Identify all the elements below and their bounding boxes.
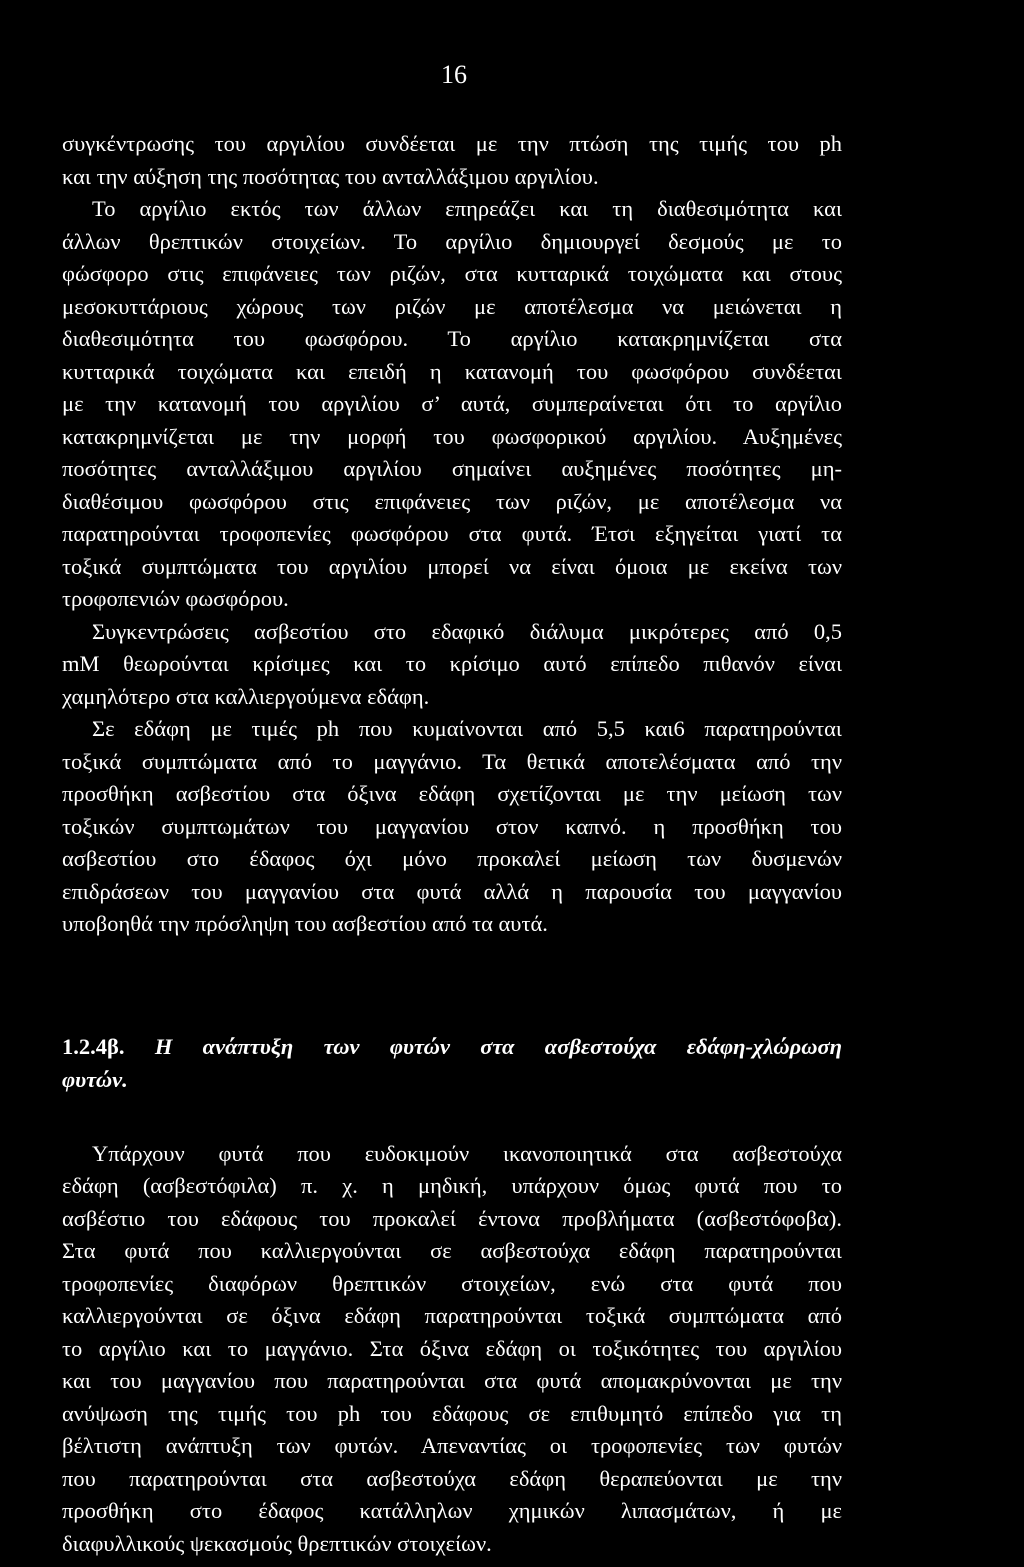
text-line: διαφυλλικούς ψεκασμούς θρεπτικών στοιχείων. [62,1530,492,1556]
section-number: 1.2.4β. [62,1033,125,1059]
section-spacer [62,941,842,1030]
text-line: ποσότητες ανταλλάξιμου αργιλίου σημαίνει αυξημένες ποσότητες μη- [62,456,842,481]
text-line: Υπάρχουν φυτά που ευδοκιμούν ικανοποιητικά στα ασβεστούχα [92,1140,842,1166]
text-line: άλλων θρεπτικών στοιχείων. Το αργίλιο δημιουργεί δεσμούς με το [62,228,842,254]
text-line: το αργίλιο και το μαγγάνιο. Στα όξινα εδάφη οι τοξικότητες του αργιλίου [62,1335,842,1361]
text-line: ασβεστίου στο έδαφος όχι μόνο προκαλεί μείωση των δυσμενών [62,846,842,871]
page-number: 16 [441,60,467,89]
text-line: εδάφη (ασβεστόφιλα) π. χ. η μηδική, υπάρχουν όμως φυτά που το [62,1173,842,1198]
text-line: τοξικά συμπτώματα από το μαγγάνιο. Τα θετικά αποτελέσματα από την [62,748,842,774]
text-line: με την κατανομή του αργιλίου σ’ αυτά, συμπεραίνεται ότι το αργίλιο [62,391,842,416]
page-body [62,128,842,1560]
text-line: mM θεωρούνται κρίσιμες και το κρίσιμο αυτό επίπεδο πιθανόν είναι [62,651,842,676]
paragraph-block-1 [62,128,842,941]
section-title: Η ανάπτυξη των φυτών στα ασβεστούχα εδάφη-χλώρωση [154,1033,842,1059]
paragraph-block-2 [62,1138,842,1561]
text-line: κατακρημνίζεται με την μορφή του φωσφορικού αργιλίου. Αυξημένες [62,423,842,449]
text-line: Στα φυτά που καλλιεργούνται σε ασβεστούχα εδάφη παρατηρούνται [62,1238,842,1263]
text-line: και του μαγγανίου που παρατηρούνται στα φυτά απομακρύνονται με την [62,1368,842,1393]
text-line: κυτταρικά τοιχώματα και επειδή η κατανομή του φωσφόρου συνδέεται [62,358,842,384]
text-line: προσθήκη ασβεστίου στα όξινα εδάφη σχετίζονται με την μείωση των [62,781,842,806]
text-line: ασβέστιο του εδάφους του προκαλεί έντονα προβλήματα (ασβεστόφοβα). [62,1205,842,1231]
text-line: τοξικά συμπτώματα του αργιλίου μπορεί να είναι όμοια με εκείνα των [62,553,842,579]
section-heading [62,1030,842,1096]
text-line: διαθέσιμου φωσφόρου στις επιφάνειες των ριζών, με αποτέλεσμα να [62,488,842,514]
heading-line: φυτών. [62,1066,128,1092]
text-line: χαμηλότερο στα καλλιεργούμενα εδάφη. [62,683,430,709]
text-line: και την αύξηση της ποσότητας του ανταλλάξιμου αργιλίου. [62,163,599,189]
text-line: τροφοπενιών φωσφόρου. [62,586,289,611]
text-line: επιδράσεων του μαγγανίου στα φυτά αλλά η παρουσία του μαγγανίου [62,878,842,904]
text-line: καλλιεργούνται σε όξινα εδάφη παρατηρούνται τοξικά συμπτώματα από [62,1303,842,1328]
text-line: διαθεσιμότητα του φωσφόρου. Το αργίλιο κατακρημνίζεται στα [62,326,842,351]
text-line: τροφοπενίες διαφόρων θρεπτικών στοιχείων, ενώ στα φυτά που [62,1270,842,1296]
text-line: συγκέντρωσης του αργιλίου συνδέεται με την πτώση της τιμής του ph [62,131,842,156]
text-line: Το αργίλιο εκτός των άλλων επηρεάζει και τη διαθεσιμότητα και [92,196,842,221]
text-line: φώσφορο στις επιφάνειες των ριζών, στα κυτταρικά τοιχώματα και στους [62,261,842,286]
text-line: ανύψωση της τιμής του ph του εδάφους σε επιθυμητό επίπεδο για τη [62,1400,842,1426]
text-line: Σε εδάφη με τιμές ph που κυμαίνονται από 5,5 και6 παρατηρούνται [92,716,842,741]
text-line: τοξικών συμπτωμάτων του μαγγανίου στον καπνό. η προσθήκη του [62,813,842,839]
text-line: προσθήκη στο έδαφος κατάλληλων χημικών λιπασμάτων, ή με [62,1498,842,1523]
text-line: βέλτιστη ανάπτυξη των φυτών. Απεναντίας οι τροφοπενίες των φυτών [62,1433,842,1458]
section-spacer [62,1096,842,1138]
heading-line [62,1030,842,1063]
text-line: που παρατηρούνται στα ασβεστούχα εδάφη θεραπεύονται με την [62,1465,842,1491]
text-line: παρατηρούνται τροφοπενίες φωσφόρου στα φυτά. Έτσι εξηγείται γιατί τα [62,521,842,546]
text-line: Συγκεντρώσεις ασβεστίου στο εδαφικό διάλυμα μικρότερες από 0,5 [92,618,842,644]
text-line: μεσοκυττάριους χώρους των ριζών με αποτέλεσμα να μειώνεται η [62,293,842,319]
text-line: υποβοηθά την πρόσληψη του ασβεστίου από τα αυτά. [62,911,548,936]
